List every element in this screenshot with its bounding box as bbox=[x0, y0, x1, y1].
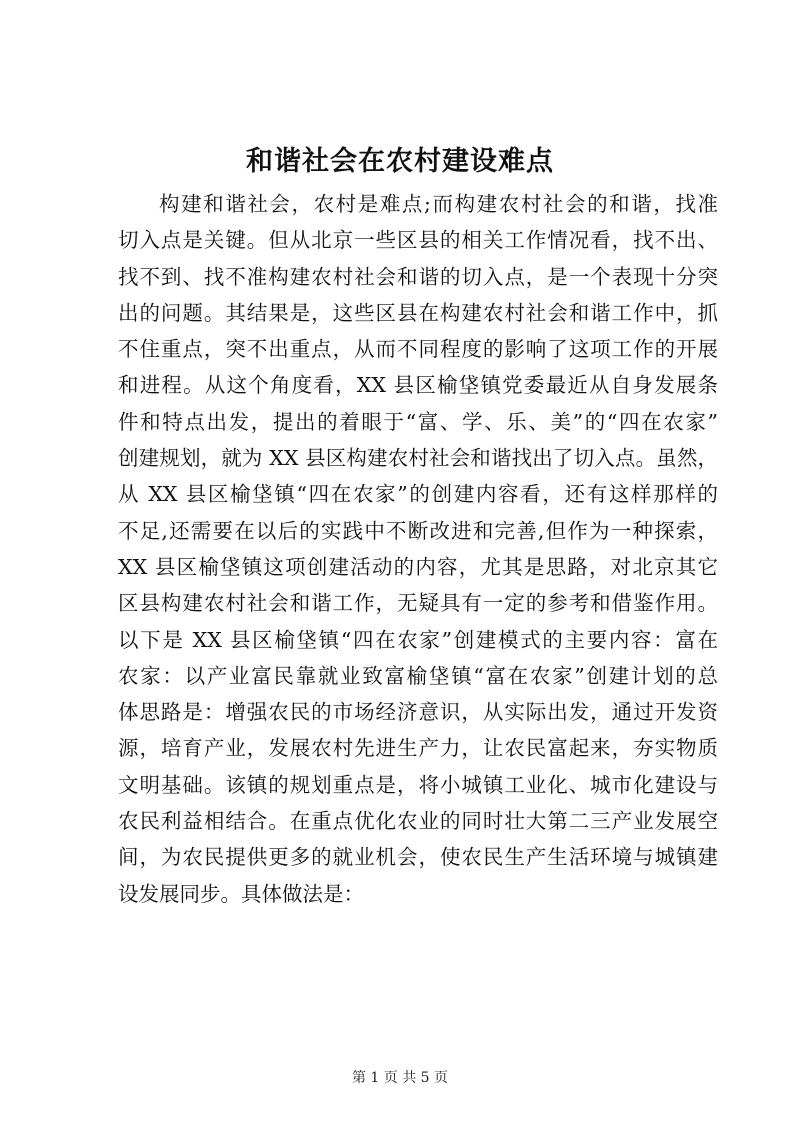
page-number-footer: 第 1 页 共 5 页 bbox=[351, 1070, 449, 1086]
body-line: 区县构建农村社会和谐工作，无疑具有一定的参考和借鉴作用。 bbox=[118, 591, 718, 616]
body-line: 农家：以产业富民靠就业致富榆垡镇“富在农家”创建计划的总 bbox=[118, 663, 718, 688]
body-line: 文明基础。该镇的规划重点是，将小城镇工业化、城市化建设与 bbox=[118, 772, 718, 797]
body-line: 出的问题。其结果是，这些区县在构建农村社会和谐工作中，抓 bbox=[118, 300, 718, 325]
document-title: 和谐社会在农村建设难点 bbox=[246, 146, 554, 177]
body-line: 创建规划，就为 XX 县区构建农村社会和谐找出了切入点。虽然， bbox=[118, 446, 718, 471]
body-line: 以下是 XX 县区榆垡镇“四在农家”创建模式的主要内容：富在 bbox=[118, 627, 718, 652]
body-line: 切入点是关键。但从北京一些区县的相关工作情况看，找不出、 bbox=[118, 228, 718, 253]
body-line: 农民利益相结合。在重点优化农业的同时壮大第二三产业发展空 bbox=[118, 809, 718, 834]
body-line: 源，培育产业，发展农村先进生产力，让农民富起来，夯实物质 bbox=[118, 736, 718, 761]
document-body bbox=[118, 186, 718, 912]
body-line: 件和特点出发，提出的着眼于“富、学、乐、美”的“四在农家” bbox=[118, 409, 718, 434]
body-line: 间，为农民提供更多的就业机会，使农民生产生活环境与城镇建 bbox=[118, 845, 718, 870]
body-line: 构建和谐社会，农村是难点;而构建农村社会的和谐，找准 bbox=[159, 192, 718, 216]
body-line: 和进程。从这个角度看，XX 县区榆垡镇党委最近从自身发展条 bbox=[118, 373, 718, 398]
body-line: 从 XX 县区榆垡镇“四在农家”的创建内容看，还有这样那样的 bbox=[118, 482, 718, 507]
body-line: XX 县区榆垡镇这项创建活动的内容，尤其是思路，对北京其它 bbox=[118, 554, 718, 579]
body-line: 不住重点，突不出重点，从而不同程度的影响了这项工作的开展 bbox=[118, 337, 718, 362]
body-line: 体思路是：增强农民的市场经济意识，从实际出发，通过开发资 bbox=[118, 700, 718, 725]
body-line: 设发展同步。具体做法是： bbox=[118, 881, 364, 906]
body-line: 不足,还需要在以后的实践中不断改进和完善,但作为一种探索， bbox=[118, 518, 718, 543]
body-line: 找不到、找不准构建农村社会和谐的切入点，是一个表现十分突 bbox=[118, 264, 718, 289]
